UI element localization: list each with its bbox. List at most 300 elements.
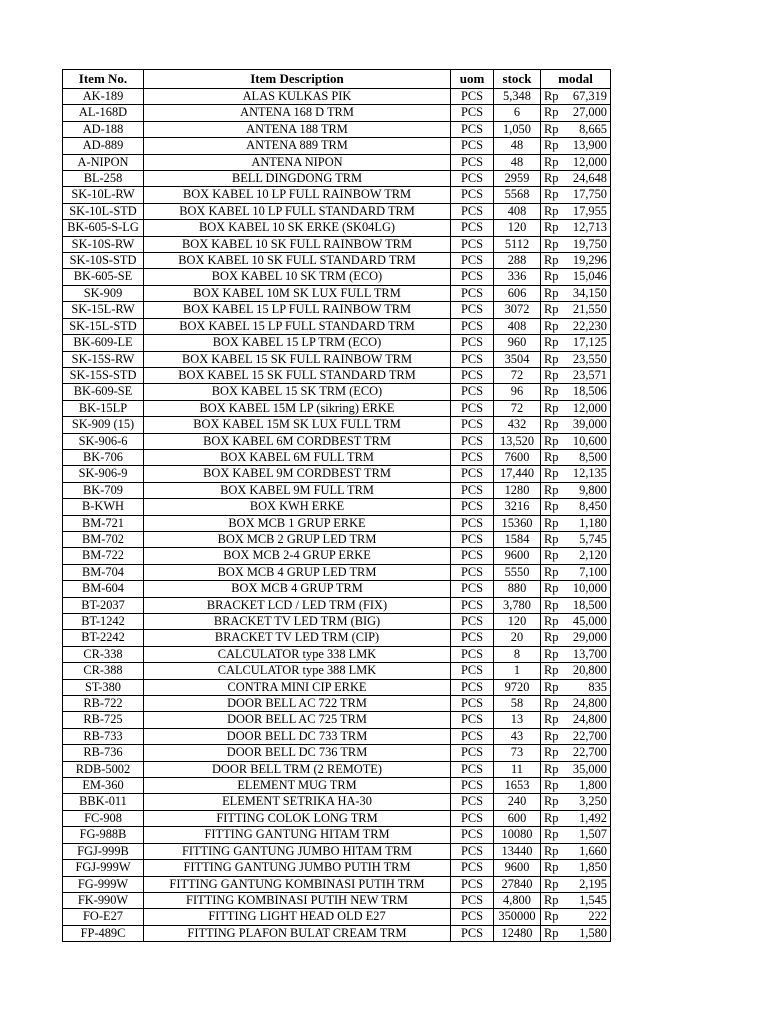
currency-label: Rp [544, 663, 559, 678]
item-no-cell: SK-15S-RW [63, 351, 144, 367]
modal-amount: 1,800 [579, 778, 607, 793]
modal-cell [541, 876, 611, 892]
stock-cell: 600 [494, 810, 541, 826]
table-row [63, 121, 611, 137]
uom-cell: PCS [451, 892, 494, 908]
item-description-cell: BRACKET TV LED TRM (BIG) [144, 614, 451, 630]
item-no-cell: BT-2242 [63, 630, 144, 646]
modal-cell [541, 335, 611, 351]
item-no-cell: FGJ-999B [63, 843, 144, 859]
item-no-cell: SK-15L-RW [63, 302, 144, 318]
modal-amount: 1,492 [579, 810, 607, 825]
item-description-cell: BOX KABEL 15 LP FULL RAINBOW TRM [144, 302, 451, 318]
modal-amount: 12,713 [572, 220, 607, 235]
currency-label: Rp [544, 138, 559, 153]
item-no-cell: FG-988B [63, 827, 144, 843]
item-description-cell: BOX KABEL 9M CORDBEST TRM [144, 466, 451, 482]
item-description-cell: ELEMENT SETRIKA HA-30 [144, 794, 451, 810]
modal-cell [541, 367, 611, 383]
modal-cell [541, 663, 611, 679]
item-no-cell: SK-909 [63, 285, 144, 301]
stock-cell: 58 [494, 696, 541, 712]
item-description-cell: DOOR BELL AC 722 TRM [144, 696, 451, 712]
item-no-cell: SK-15L-STD [63, 318, 144, 334]
modal-cell [541, 482, 611, 498]
uom-cell: PCS [451, 531, 494, 547]
table-row [63, 171, 611, 187]
modal-cell [541, 351, 611, 367]
stock-cell: 240 [494, 794, 541, 810]
table-row [63, 466, 611, 482]
uom-cell: PCS [451, 433, 494, 449]
currency-label: Rp [544, 121, 559, 136]
table-row [63, 89, 611, 105]
stock-cell: 13440 [494, 843, 541, 859]
item-description-cell: CALCULATOR type 338 LMK [144, 646, 451, 662]
stock-cell: 6 [494, 105, 541, 121]
modal-amount: 10,600 [572, 433, 607, 448]
item-no-cell: FK-990W [63, 892, 144, 908]
modal-cell [541, 614, 611, 630]
item-no-cell: RB-733 [63, 728, 144, 744]
modal-cell [541, 269, 611, 285]
modal-amount: 8,450 [579, 499, 607, 514]
stock-cell: 4,800 [494, 892, 541, 908]
stock-cell: 9720 [494, 679, 541, 695]
stock-cell: 408 [494, 318, 541, 334]
item-description-cell: DOOR BELL DC 736 TRM [144, 745, 451, 761]
modal-cell [541, 810, 611, 826]
modal-cell [541, 646, 611, 662]
table-row [63, 482, 611, 498]
uom-cell: PCS [451, 696, 494, 712]
uom-cell: PCS [451, 712, 494, 728]
table-body [63, 89, 611, 942]
currency-label: Rp [544, 499, 559, 514]
table-row [63, 400, 611, 416]
currency-label: Rp [544, 154, 559, 169]
modal-cell [541, 220, 611, 236]
uom-cell: PCS [451, 499, 494, 515]
modal-amount: 45,000 [572, 614, 607, 628]
modal-cell [541, 794, 611, 810]
item-description-cell: ANTENA 168 D TRM [144, 105, 451, 121]
item-no-cell: AL-168D [63, 105, 144, 121]
currency-label: Rp [544, 236, 559, 251]
modal-amount: 23,571 [572, 367, 607, 382]
modal-cell [541, 909, 611, 925]
item-description-cell: FITTING GANTUNG KOMBINASI PUTIH TRM [144, 876, 451, 892]
currency-label: Rp [544, 712, 559, 727]
stock-cell: 72 [494, 400, 541, 416]
item-description-cell: CONTRA MINI CIP ERKE [144, 679, 451, 695]
modal-amount: 8,500 [579, 449, 607, 464]
table-row [63, 269, 611, 285]
table-row [63, 810, 611, 826]
stock-cell: 13 [494, 712, 541, 728]
modal-cell [541, 892, 611, 908]
item-no-cell: SK-15S-STD [63, 367, 144, 383]
currency-label: Rp [544, 548, 559, 563]
modal-amount: 3,250 [579, 794, 607, 809]
currency-label: Rp [544, 679, 559, 694]
uom-cell: PCS [451, 466, 494, 482]
modal-amount: 24,800 [572, 696, 607, 711]
item-description-cell: BOX MCB 4 GRUP TRM [144, 581, 451, 597]
stock-cell: 43 [494, 728, 541, 744]
uom-cell: PCS [451, 810, 494, 826]
table-row [63, 285, 611, 301]
modal-amount: 5,745 [579, 531, 607, 546]
stock-cell: 1 [494, 663, 541, 679]
item-description-cell: BOX KABEL 10 SK FULL RAINBOW TRM [144, 236, 451, 252]
modal-cell [541, 712, 611, 728]
item-no-cell: RDB-5002 [63, 761, 144, 777]
table-row [63, 105, 611, 121]
stock-cell: 2959 [494, 171, 541, 187]
table-row [63, 564, 611, 580]
table-row [63, 827, 611, 843]
inventory-table [62, 69, 611, 942]
modal-amount: 13,700 [572, 646, 607, 661]
item-no-cell: SK-906-9 [63, 466, 144, 482]
table-row [63, 253, 611, 269]
uom-cell: PCS [451, 646, 494, 662]
currency-label: Rp [544, 285, 559, 300]
header-row [63, 70, 611, 89]
stock-cell: 336 [494, 269, 541, 285]
modal-amount: 24,648 [572, 171, 607, 186]
uom-cell: PCS [451, 778, 494, 794]
modal-amount: 67,319 [572, 89, 607, 103]
item-description-cell: BOX KABEL 10 LP FULL RAINBOW TRM [144, 187, 451, 203]
uom-cell: PCS [451, 663, 494, 679]
item-no-cell: A-NIPON [63, 154, 144, 170]
item-no-cell: BK-609-LE [63, 335, 144, 351]
currency-label: Rp [544, 876, 559, 891]
stock-cell: 9600 [494, 548, 541, 564]
modal-amount: 8,665 [579, 121, 607, 136]
stock-cell: 3216 [494, 499, 541, 515]
modal-cell [541, 696, 611, 712]
item-no-cell: FG-999W [63, 876, 144, 892]
table-row [63, 187, 611, 203]
currency-label: Rp [544, 827, 559, 842]
item-no-cell: SK-906-6 [63, 433, 144, 449]
item-no-cell: BM-704 [63, 564, 144, 580]
stock-cell: 3072 [494, 302, 541, 318]
modal-amount: 1,850 [579, 860, 607, 875]
modal-amount: 12,000 [572, 154, 607, 169]
table-row [63, 367, 611, 383]
currency-label: Rp [544, 925, 559, 940]
modal-cell [541, 105, 611, 121]
header-stock: stock [494, 70, 541, 89]
item-no-cell: B-KWH [63, 499, 144, 515]
item-description-cell: BOX KABEL 6M CORDBEST TRM [144, 433, 451, 449]
currency-label: Rp [544, 466, 559, 481]
item-no-cell: FC-908 [63, 810, 144, 826]
modal-amount: 24,800 [572, 712, 607, 727]
currency-label: Rp [544, 417, 559, 432]
item-description-cell: BOX KABEL 10 SK FULL STANDARD TRM [144, 253, 451, 269]
item-no-cell: BK-709 [63, 482, 144, 498]
uom-cell: PCS [451, 253, 494, 269]
item-no-cell: SK-10L-STD [63, 203, 144, 219]
stock-cell: 13,520 [494, 433, 541, 449]
uom-cell: PCS [451, 679, 494, 695]
uom-cell: PCS [451, 269, 494, 285]
modal-amount: 2,195 [579, 876, 607, 891]
currency-label: Rp [544, 892, 559, 907]
currency-label: Rp [544, 433, 559, 448]
currency-label: Rp [544, 564, 559, 579]
uom-cell: PCS [451, 89, 494, 105]
table-row [63, 778, 611, 794]
uom-cell: PCS [451, 154, 494, 170]
stock-cell: 3,780 [494, 597, 541, 613]
item-no-cell: BBK-011 [63, 794, 144, 810]
currency-label: Rp [544, 630, 559, 645]
item-no-cell: FO-E27 [63, 909, 144, 925]
stock-cell: 5112 [494, 236, 541, 252]
stock-cell: 17,440 [494, 466, 541, 482]
table-row [63, 860, 611, 876]
table-row [63, 581, 611, 597]
modal-cell [541, 400, 611, 416]
item-description-cell: DOOR BELL TRM (2 REMOTE) [144, 761, 451, 777]
currency-label: Rp [544, 482, 559, 497]
modal-cell [541, 827, 611, 843]
item-description-cell: ALAS KULKAS PIK [144, 89, 451, 105]
uom-cell: PCS [451, 171, 494, 187]
uom-cell: PCS [451, 351, 494, 367]
modal-amount: 9,800 [579, 482, 607, 497]
uom-cell: PCS [451, 417, 494, 433]
item-description-cell: BOX MCB 1 GRUP ERKE [144, 515, 451, 531]
stock-cell: 1280 [494, 482, 541, 498]
table-row [63, 351, 611, 367]
table-row [63, 318, 611, 334]
modal-amount: 39,000 [572, 417, 607, 432]
modal-amount: 1,180 [579, 515, 607, 530]
modal-cell [541, 138, 611, 154]
uom-cell: PCS [451, 745, 494, 761]
stock-cell: 9600 [494, 860, 541, 876]
item-description-cell: BOX KABEL 15M SK LUX FULL TRM [144, 417, 451, 433]
table-row [63, 892, 611, 908]
modal-amount: 19,296 [572, 253, 607, 268]
item-description-cell: BOX KABEL 6M FULL TRM [144, 449, 451, 465]
stock-cell: 3504 [494, 351, 541, 367]
modal-amount: 22,700 [572, 728, 607, 743]
item-no-cell: BK-15LP [63, 400, 144, 416]
item-no-cell: BK-605-S-LG [63, 220, 144, 236]
item-description-cell: BOX KABEL 15 LP TRM (ECO) [144, 335, 451, 351]
currency-label: Rp [544, 318, 559, 333]
uom-cell: PCS [451, 236, 494, 252]
stock-cell: 5550 [494, 564, 541, 580]
uom-cell: PCS [451, 187, 494, 203]
modal-cell [541, 548, 611, 564]
item-description-cell: FITTING LIGHT HEAD OLD E27 [144, 909, 451, 925]
table-row [63, 499, 611, 515]
item-no-cell: AD-188 [63, 121, 144, 137]
stock-cell: 12480 [494, 925, 541, 941]
table-row [63, 384, 611, 400]
item-description-cell: FITTING GANTUNG HITAM TRM [144, 827, 451, 843]
currency-label: Rp [544, 89, 559, 103]
item-description-cell: BOX KWH ERKE [144, 499, 451, 515]
modal-cell [541, 499, 611, 515]
modal-cell [541, 531, 611, 547]
currency-label: Rp [544, 253, 559, 268]
item-no-cell: BK-605-SE [63, 269, 144, 285]
item-description-cell: ANTENA NIPON [144, 154, 451, 170]
item-description-cell: DOOR BELL AC 725 TRM [144, 712, 451, 728]
modal-amount: 18,500 [572, 597, 607, 612]
item-no-cell: BM-721 [63, 515, 144, 531]
uom-cell: PCS [451, 597, 494, 613]
uom-cell: PCS [451, 876, 494, 892]
uom-cell: PCS [451, 860, 494, 876]
stock-cell: 288 [494, 253, 541, 269]
stock-cell: 5568 [494, 187, 541, 203]
uom-cell: PCS [451, 614, 494, 630]
stock-cell: 606 [494, 285, 541, 301]
stock-cell: 48 [494, 138, 541, 154]
table-row [63, 154, 611, 170]
stock-cell: 11 [494, 761, 541, 777]
currency-label: Rp [544, 597, 559, 612]
header-uom: uom [451, 70, 494, 89]
table-row [63, 515, 611, 531]
uom-cell: PCS [451, 121, 494, 137]
item-no-cell: SK-10L-RW [63, 187, 144, 203]
stock-cell: 15360 [494, 515, 541, 531]
modal-amount: 15,046 [572, 269, 607, 284]
item-no-cell: BM-604 [63, 581, 144, 597]
modal-cell [541, 860, 611, 876]
modal-amount: 21,550 [572, 302, 607, 317]
currency-label: Rp [544, 761, 559, 776]
uom-cell: PCS [451, 384, 494, 400]
currency-label: Rp [544, 335, 559, 350]
table-row [63, 630, 611, 646]
uom-cell: PCS [451, 548, 494, 564]
item-no-cell: FGJ-999W [63, 860, 144, 876]
header-item-no: Item No. [63, 70, 144, 89]
item-no-cell: BL-258 [63, 171, 144, 187]
item-description-cell: ANTENA 188 TRM [144, 121, 451, 137]
modal-amount: 7,100 [579, 564, 607, 579]
uom-cell: PCS [451, 318, 494, 334]
modal-cell [541, 187, 611, 203]
modal-amount: 35,000 [572, 761, 607, 776]
modal-cell [541, 630, 611, 646]
item-no-cell: SK-909 (15) [63, 417, 144, 433]
item-description-cell: BOX KABEL 15M LP (sikring) ERKE [144, 400, 451, 416]
table-row [63, 745, 611, 761]
uom-cell: PCS [451, 138, 494, 154]
table-row [63, 203, 611, 219]
modal-cell [541, 778, 611, 794]
stock-cell: 960 [494, 335, 541, 351]
modal-amount: 222 [588, 909, 607, 924]
uom-cell: PCS [451, 105, 494, 121]
currency-label: Rp [544, 220, 559, 235]
table-row [63, 696, 611, 712]
item-description-cell: FITTING GANTUNG JUMBO HITAM TRM [144, 843, 451, 859]
item-description-cell: BOX KABEL 15 LP FULL STANDARD TRM [144, 318, 451, 334]
stock-cell: 1,050 [494, 121, 541, 137]
uom-cell: PCS [451, 400, 494, 416]
currency-label: Rp [544, 400, 559, 415]
modal-amount: 12,135 [572, 466, 607, 481]
stock-cell: 408 [494, 203, 541, 219]
uom-cell: PCS [451, 203, 494, 219]
uom-cell: PCS [451, 794, 494, 810]
item-description-cell: ELEMENT MUG TRM [144, 778, 451, 794]
item-no-cell: BK-609-SE [63, 384, 144, 400]
uom-cell: PCS [451, 515, 494, 531]
uom-cell: PCS [451, 367, 494, 383]
currency-label: Rp [544, 860, 559, 875]
item-no-cell: BT-2037 [63, 597, 144, 613]
currency-label: Rp [544, 351, 559, 366]
table-row [63, 597, 611, 613]
item-description-cell: BOX KABEL 10 SK ERKE (SK04LG) [144, 220, 451, 236]
stock-cell: 350000 [494, 909, 541, 925]
modal-cell [541, 121, 611, 137]
modal-amount: 12,000 [572, 400, 607, 415]
stock-cell: 880 [494, 581, 541, 597]
table-row [63, 794, 611, 810]
item-description-cell: BOX MCB 4 GRUP LED TRM [144, 564, 451, 580]
modal-cell [541, 203, 611, 219]
modal-amount: 1,580 [579, 925, 607, 940]
table-row [63, 449, 611, 465]
stock-cell: 20 [494, 630, 541, 646]
item-description-cell: CALCULATOR type 388 LMK [144, 663, 451, 679]
modal-cell [541, 564, 611, 580]
modal-cell [541, 253, 611, 269]
item-description-cell: BOX MCB 2 GRUP LED TRM [144, 531, 451, 547]
currency-label: Rp [544, 187, 559, 202]
stock-cell: 27840 [494, 876, 541, 892]
modal-cell [541, 417, 611, 433]
table-row [63, 925, 611, 941]
item-no-cell: RB-725 [63, 712, 144, 728]
item-description-cell: BOX MCB 2-4 GRUP ERKE [144, 548, 451, 564]
modal-cell [541, 171, 611, 187]
item-description-cell: BOX KABEL 10M SK LUX FULL TRM [144, 285, 451, 301]
modal-amount: 1,545 [579, 892, 607, 907]
currency-label: Rp [544, 384, 559, 399]
stock-cell: 96 [494, 384, 541, 400]
item-no-cell: BT-1242 [63, 614, 144, 630]
item-description-cell: FITTING GANTUNG JUMBO PUTIH TRM [144, 860, 451, 876]
currency-label: Rp [544, 909, 559, 924]
item-description-cell: BRACKET TV LED TRM (CIP) [144, 630, 451, 646]
modal-cell [541, 761, 611, 777]
uom-cell: PCS [451, 581, 494, 597]
currency-label: Rp [544, 171, 559, 186]
table-row [63, 843, 611, 859]
item-no-cell: BM-702 [63, 531, 144, 547]
currency-label: Rp [544, 843, 559, 858]
modal-amount: 18,506 [572, 384, 607, 399]
